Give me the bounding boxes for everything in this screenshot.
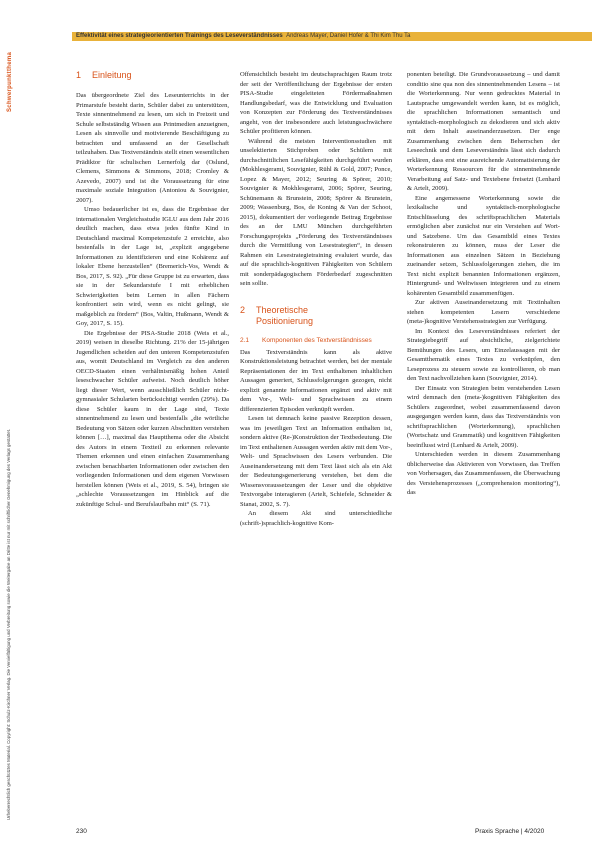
page-number: 230: [76, 828, 87, 835]
paragraph: Umso bedauerlicher ist es, dass die Ergebnisse der internationalen Vergleichsstudie IGLU aus dem Jahr 2016 deutlich machen, dass etwa jedes fünfte Kind in Deutschland maximal Kompetenzstufe 2 erreichte, also bestenfalls in der Lage ist, „explizit angegebene Informationen zu identifizieren und eine Kohärenz auf lokaler Ebene herzustellen“ (Bremerich-Vos, Wendt & Bos, 2017, S. 92). „Für diese Gruppe ist zu erwarten, dass sie in der Sekundarstufe I mit erheblichen Schwierigkeiten beim Lernen in allen Fächern konfrontiert sein wird, wenn es nicht gelingt, sie maßgeblich zu fördern“ (Bos, Valtin, Hußmann, Wendt & Goy, 2017, S. 15).: [76, 206, 229, 327]
subsection-heading-2-1: [240, 337, 392, 345]
journal-issue: Praxis Sprache | 4/2020: [475, 828, 545, 835]
subsection-number: 2.1: [240, 336, 250, 344]
section-title: Einleitung: [92, 70, 132, 80]
section-number: 2: [240, 304, 246, 315]
paragraph: Offensichtlich besteht im deutschsprachigen Raum trotz der seit der Veröffentlichung der Ergebnisse der ersten PISA-Studie eingeleiteten Fördermaßnahmen Handlungsbedarf, was die Entwicklung und Evaluation von Konzepten zur Förderung des Textverständnisses angeht, von der insbesondere auch leistungsschwächere Schüler profitieren können.: [240, 71, 392, 135]
paragraph: Lesen ist demnach keine passive Rezeption dessen, was im jeweiligen Text an Information enthalten ist, sondern aktive (Re-)Konstruktion der Textbedeutung. Die im Text enthaltenen Aussagen werden aktiv mit dem Vor-, Welt- und Sprachwissen des Lesers verbunden. Die Auseinandersetzung mit dem Text lässt sich als ein Akt der Bedeutungsgenerierung verstehen, bei dem die Wissensvoraussetzungen der Leser und die objektive Textvorgabe interagieren (Artelt, Schiefele, Schneider & Stanat, 2002, S. 7).: [240, 415, 392, 508]
paragraph: Unterschieden werden in diesem Zusammenhang üblicherweise das Aktivieren von Vorwissen, das Treffen von Vorhersagen, das Zusammenfassen, die Überwachung des Verstehensprozesses („comprehension monitoring“), das: [407, 451, 560, 496]
paragraph: Das übergeordnete Ziel des Leseunterrichts in der Primarstufe besteht darin, Schüler dabei zu unterstützen, Texte sinnentnehmend zu lesen, um sich in Freizeit und Schule selbstständig Wissen aus Printmedien anzueignen, Lesen als sinnvolle und motivierende Beschäftigung zu betrachten und umfassend an der Gesellschaft teilzuhaben. Das Textverständnis stellt einen wesentlichen Prädiktor für schulischen Lernerfolg dar (Oslund, Clemens, Simmons & Simmons, 2018; Cromley & Azevedo, 2007) und ist die Voraussetzung für eine maximale soziale Integration (Antoniou & Souvignier, 2007).: [76, 92, 229, 204]
section-title: Theoretische Positionierung: [256, 304, 314, 326]
copyright-note: Urheberrechtlich geschütztes Material. Copyright: Schulz-Kirchner Verlag. Die Vervielfältigung und Verbreitung sowie die Weitergabe an Dritte ist nur mit schriftlicher Genehmigung des Verlags gestattet.: [6, 428, 11, 820]
paragraph: Das Textverständnis kann als aktive Konstruktionsleistung betrachtet werden, bei der mentale Repräsentationen der im Text enthaltenen inhaltlichen Aussagen generiert, Schlussfolgerungen gezogen, nicht explizit genannte Informationen ergänzt und aktiv mit dem Vor-, Welt- und Sprachwissen zu einem differenzierten Episoden verknüpft werden.: [240, 348, 392, 413]
column-3: [407, 70, 560, 498]
subsection-title: Komponenten des Textverständnisses: [262, 336, 372, 344]
section-number: 1: [76, 70, 82, 80]
paragraph: Während die meisten Interventionsstudien mit unselektierten Stichproben oder Schülern mit durchschnittlichen Lesefähigkeiten durchgeführt wurden (Mokhlesgerami, Souvignier, Rühl & Gold, 2007; Ponce, Lopez & Mayer, 2012; Seuring & Spörer, 2010; Souvignier & Mokhlesgerami, 2006; Spörer, Seuring, Schünemann & Brunstein, 2008; Spörer & Brunstein, 2009; Wassenburg, Bos, de Koning & Van der Schoot, 2015), dokumentiert der vorliegende Beitrag Ergebnisse des an der LMU München durchgeführten Forschungsprojekts „Förderung des Textverständnisses durch die Vermittlung von Lesestrategien“, in dessen Rahmen ein Lesestrategietraining evaluiert wurde, das auf die sprachlich-kognitiven Fähigkeiten von Schülern mit sonderpädagogischem Förderbedarf zugeschnitten sein sollte.: [240, 137, 392, 287]
paragraph: Im Kontext des Leseverständnisses referiert der Strategiebegriff auf absichtliche, zielgerichtete Bemühungen des Lesers, um Einzelaussagen mit der Gesamtthematik eines Textes zu verknüpfen, den Leseprozess zu steuern sowie zu kontrollieren, ob man den Text nachvollziehen kann (Souvignier, 2014).: [407, 327, 560, 382]
paragraph: Die Ergebnisse der PISA-Studie 2018 (Weis et al., 2019) weisen in dieselbe Richtung. 21% der 15-jährigen Jugendlichen scheiden auf den unteren Kompetenzstufen aus, womit Deutschland im Vergleich zu den anderen OECD-Staaten einen verhältnismäßig hohen Anteil leseschwacher Schüler aufweist. Noch deutlich höher liegt dieser Wert, wenn ausschließlich Schüler nicht-gymnasialer Schularten berücksichtigt werden (29%). Da diese Schüler kaum in der Lage sind, Texte sinnentnehmend zu lesen und bestenfalls „die wörtliche Bedeutung von Sätzen oder kurzen Abschnitten verstehen können […], maximal das Hauptthema oder die Absicht des Autors in einem Textteil zu erkennen relevante Themen erkennen und einen einfachen Zusammenhang zwischen benachbarten Informationen oder zwischen den vorliegenden Informationen und dem eigenen Vorwissen herstellen können (Weis et al., 2019, S. 54), bringen sie „schlechte Voraussetzungen im Hinblick auf die zukünftige Schul- und Berufslaufbahn mit“ (S. 71).: [76, 329, 229, 508]
paragraph: Eine angemessene Worterkennung sowie die lexikalische und syntaktisch-morphologische Entschlüsselung des schriftsprachlichen Materials ermöglichen aber zunächst nur ein Verstehen auf Wort- und Satzebene. Um das Gesamtbild eines Textes rekonstruieren zu können, muss der Leser die Informationen aus einzelnen Sätzen in Beziehung zueinander setzen, Schlussfolgerungen ziehen, die im Text nicht explizit benannten Informationen ergänzen, Hintergrund- und Weltwissen integrieren und zu einem kohärenten Gesamtbild zusammenfügen.: [407, 194, 560, 297]
column-2: [240, 70, 392, 528]
side-tab-label: Schwerpunktthema: [7, 51, 13, 112]
running-head-title: Effektivität eines strategieorientierten Trainings des Leseverständnisses: [76, 33, 283, 39]
section-heading-1: [76, 70, 229, 81]
paragraph: Der Einsatz von Strategien beim verstehenden Lesen wird demnach den (meta-)kognitiven Fähigkeiten des Schülers zugeordnet, wobei zusammenfassend davon ausgegangen werden kann, dass das Textverständnis von schriftsprachlichen (Worterkennung), sprachlichen (Wortschatz und Grammatik) und kognitiven Fähigkeiten beeinflusst wird (Lenhard & Artelt, 2009).: [407, 384, 560, 449]
paragraph: ponenten beteiligt. Die Grundvoraussetzung – und damit conditio sine qua non des sinnentnehmenden Lesens – ist die Worterkennung. Nur wenn gedrucktes Material in Lautsprache umgewandelt werden kann, ist es möglich, die sprachlichen Informationen semantisch und syntaktisch-morphologisch zu dekodieren und sich aktiv mit dem Inhalt auseinanderzusetzen. Der enge Zusammenhang zwischen dem Beherrschen der Leseechnik und dem Leseverständnis lässt sich dadurch erklären, dass erst eine ausreichende Automatisierung der Worterkennung Ressourcen für die sinnentnehmende Verarbeitung auf Satz- und Textebene freisetzt (Lenhard & Artelt, 2009).: [407, 71, 560, 192]
paragraph: Zur aktiven Auseinandersetzung mit Textinhalten stehen kompetenten Lesern verschiedene (meta-)kognitive Verstehensstrategien zur Verfügung.: [407, 299, 560, 325]
running-head-authors: Andreas Mayer, Daniel Hofer & Thi Kim Thu Ta: [286, 33, 411, 39]
running-head: [76, 31, 411, 42]
paragraph: An diesem Akt sind unterschiedliche (schrift-)sprachlich-kognitive Kom-: [240, 510, 392, 527]
column-1: [76, 70, 229, 509]
section-heading-2: [240, 305, 392, 327]
